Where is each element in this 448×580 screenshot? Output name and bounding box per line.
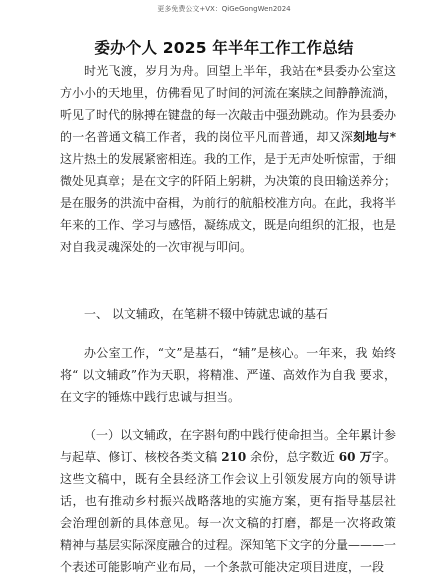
intro-paragraph [60, 60, 396, 258]
header-watermark: 更多免费公文+VX：QiGeGongWen2024 [157, 5, 291, 13]
document-title: 委办个人 2025 年半年工作工作总结 [94, 39, 354, 57]
word-count-value: 60 万 [338, 450, 372, 464]
subsection-text-2: 余份，总字数近 [246, 450, 339, 464]
subsection-text-3: 字。这些文稿中，既有全县经济工作会议上引领发展方向的领导讲 话，也有推动乡村振兴战略落地的实施方案，更有指导基层社 会治理创新的具体意见。每一次文稿的打磨，都是一次将政策 精神与基层实际深度融合的过程。深知笔下文字的分量———一 个表述可能影响产业布局，一个条款可能决定项目进度，一段 [60, 450, 397, 574]
doc-count-value: 210 [221, 450, 247, 464]
intro-text-2: 这片热土的发展紧密相连。我的工作，是于无声处听惊雷，于细微处见真章；是在文字的阡陌上躬耕，为决策的良田输送养分；是在服务的洪流中奋楫，为前行的航船校准方向。在此，我将半年来的工作、学习与感悟，凝练成文，既是向组织的汇报，也是对自我灵魂深处的一次审视与叩问。 [60, 152, 397, 254]
subsection-text-1: （一）以文辅政，在字斟句酌中践行使命担当。全年累计参与起草、修订、核校各类文稿 [60, 428, 397, 464]
subsection-1-paragraph [60, 424, 396, 578]
section-heading-1: 一、 以文辅政，在笔耕不辍中铸就忠诚的基石 [84, 307, 328, 321]
intro-text-1: 时光飞渡，岁月为舟。回望上半年，我站在*县委办公室这方小小的天地里，仿佛看见了时间的河流在案牍之间静静流淌，听见了时代的脉搏在键盘的每一次敲击中强劲跳动。作为县委办的一名普通文稿工作者，我的岗位平凡而普通，却又深 [60, 64, 397, 144]
section1-intro-paragraph: 办公室工作，“文”是基石，“辅”是核心。一年来，我 始终将“ 以文辅政”作为天职，将精准、严谨、高效作为自我 要求，在文字的锤炼中践行忠诚与担当。 [60, 346, 396, 404]
intro-bold-text: 刻地与* [353, 130, 396, 144]
